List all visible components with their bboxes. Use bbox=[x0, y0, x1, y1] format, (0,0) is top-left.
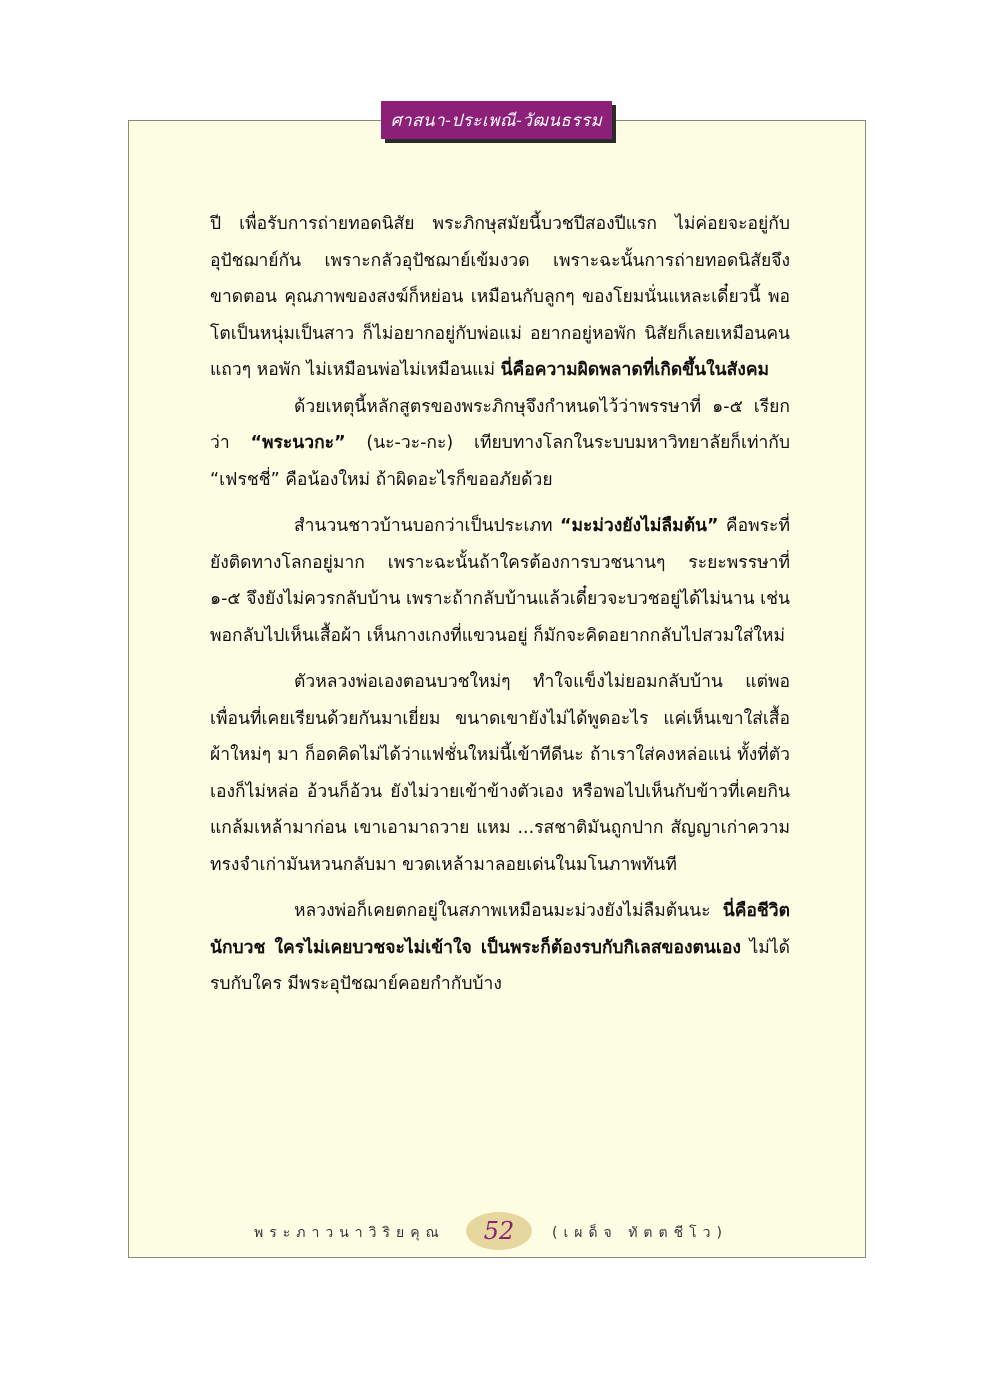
paragraph-2-emphasis: “พระนวกะ” bbox=[250, 433, 346, 453]
paragraph-3-emphasis: “มะม่วงยังไม่ลืมต้น” bbox=[559, 516, 719, 536]
page-number: 52 bbox=[483, 1217, 515, 1245]
paragraph-4-text: ตัวหลวงพ่อเองตอนบวชใหม่ๆ ทำใจแข็งไม่ยอมกลับบ้าน แต่พอเพื่อนที่เคยเรียนด้วยกันมาเยี่ยม ขนาดเขายังไม่ได้พูดอะไร แค่เห็นเขาใส่เสื้อผ้าใหม่ๆ มา ก็อดคิดไม่ได้ว่าแฟชั่นใหม่นี้เข้าทีดีนะ ถ้าเราใส่คงหล่อแน่ ทั้งที่ตัวเองก็ไม่หล่อ อ้วนก็อ้วน ยังไม่วายเข้าข้างตัวเอง หรือพอไปเห็นกับข้าวที่เคยกินแกล้มเหล้ามาก่อน เขาเอามาถวาย แหม ...รสชาติมันถูกปาก สัญญาเก่าความทรงจำเก่ามันหวนกลับมา ขวดเหล้ามาลอยเด่นในมโนภาพทันที bbox=[210, 672, 790, 875]
paragraph-5-emphasis: นี่คือชีวิตนักบวช ใครไม่เคยบวชจะไม่เข้าใจ เป็นพระก็ต้องรบกับกิเลสของตนเอง bbox=[210, 901, 790, 958]
paragraph-2-text-b: (นะ-วะ-กะ) เทียบทางโลกในระบบมหาวิทยาลัยก็เท่ากับ “เฟรชชี่” คือน้องใหม่ ถ้าผิดอะไรก็ขออภัยด้วย bbox=[210, 433, 791, 490]
paragraph-5-text-b: ไม่ได้รบกับใคร มีพระอุปัชฌาย์คอยกำกับบ้าง bbox=[210, 937, 790, 994]
paragraph-5 bbox=[210, 893, 790, 1003]
paragraph-3-text-a: สำนวนชาวบ้านบอกว่าเป็นประเภท bbox=[294, 516, 560, 536]
paragraph-1-emphasis: นี่คือความผิดพลาดที่เกิดขึ้นในสังคม bbox=[500, 360, 770, 380]
section-title-tab bbox=[381, 101, 612, 139]
paragraph-3-text-b: คือพระที่ยังติดทางโลกอยู่มาก เพราะฉะนั้นถ้าใครต้องการบวชนานๆ ระยะพรรษาที่ ๑-๕ จึงยังไม่ควรกลับบ้าน เพราะถ้ากลับบ้านแล้วเดี๋ยวจะบวชอยู่ได้ไม่นาน เช่น พอกลับไปเห็นเสื้อผ้า เห็นกางเกงที่แขวนอยู่ ก็มักจะคิดอยากกลับไปสวมใส่ใหม่ bbox=[210, 516, 791, 646]
article-body bbox=[210, 206, 790, 1003]
paragraph-1 bbox=[210, 206, 790, 389]
footer-book-title: พระภาวนาวิริยคุณ bbox=[254, 1225, 445, 1241]
paragraph-1-text: ปี เพื่อรับการถ่ายทอดนิสัย พระภิกษุสมัยนี้บวชปีสองปีแรก ไม่ค่อยจะอยู่กับอุปัชฌาย์กัน เพราะกลัวอุปัชฌาย์เข้มงวด เพราะฉะนั้นการถ่ายทอดนิสัยจึงขาดตอน คุณภาพของสงฆ์ก็หย่อน เหมือนกับลูกๆ ของโยมนั่นแหละเดี๋ยวนี้ พอโตเป็นหนุ่มเป็นสาว ก็ไม่อยากอยู่กับพ่อแม่ อยากอยู่หอพัก นิสัยก็เลยเหมือนคนแถวๆ หอพัก ไม่เหมือนพ่อไม่เหมือนแม่ bbox=[210, 214, 790, 380]
paragraph-3 bbox=[210, 508, 790, 654]
paragraph-5-text-a: หลวงพ่อก็เคยตกอยู่ในสภาพเหมือนมะม่วงยังไม่ลืมต้นนะ bbox=[294, 901, 723, 921]
paragraph-2 bbox=[210, 389, 790, 499]
paragraph-2-text-a: ด้วยเหตุนี้หลักสูตรของพระภิกษุจึงกำหนดไว้ว่าพรรษาที่ ๑-๕ เรียกว่า bbox=[210, 396, 790, 453]
paragraph-4 bbox=[210, 664, 790, 883]
footer-author: (เผด็จ ทัตตชีโว) bbox=[552, 1225, 728, 1241]
section-title: ศาสนา-ประเพณี-วัฒนธรรม bbox=[390, 110, 603, 131]
page-number-badge bbox=[466, 1212, 532, 1250]
